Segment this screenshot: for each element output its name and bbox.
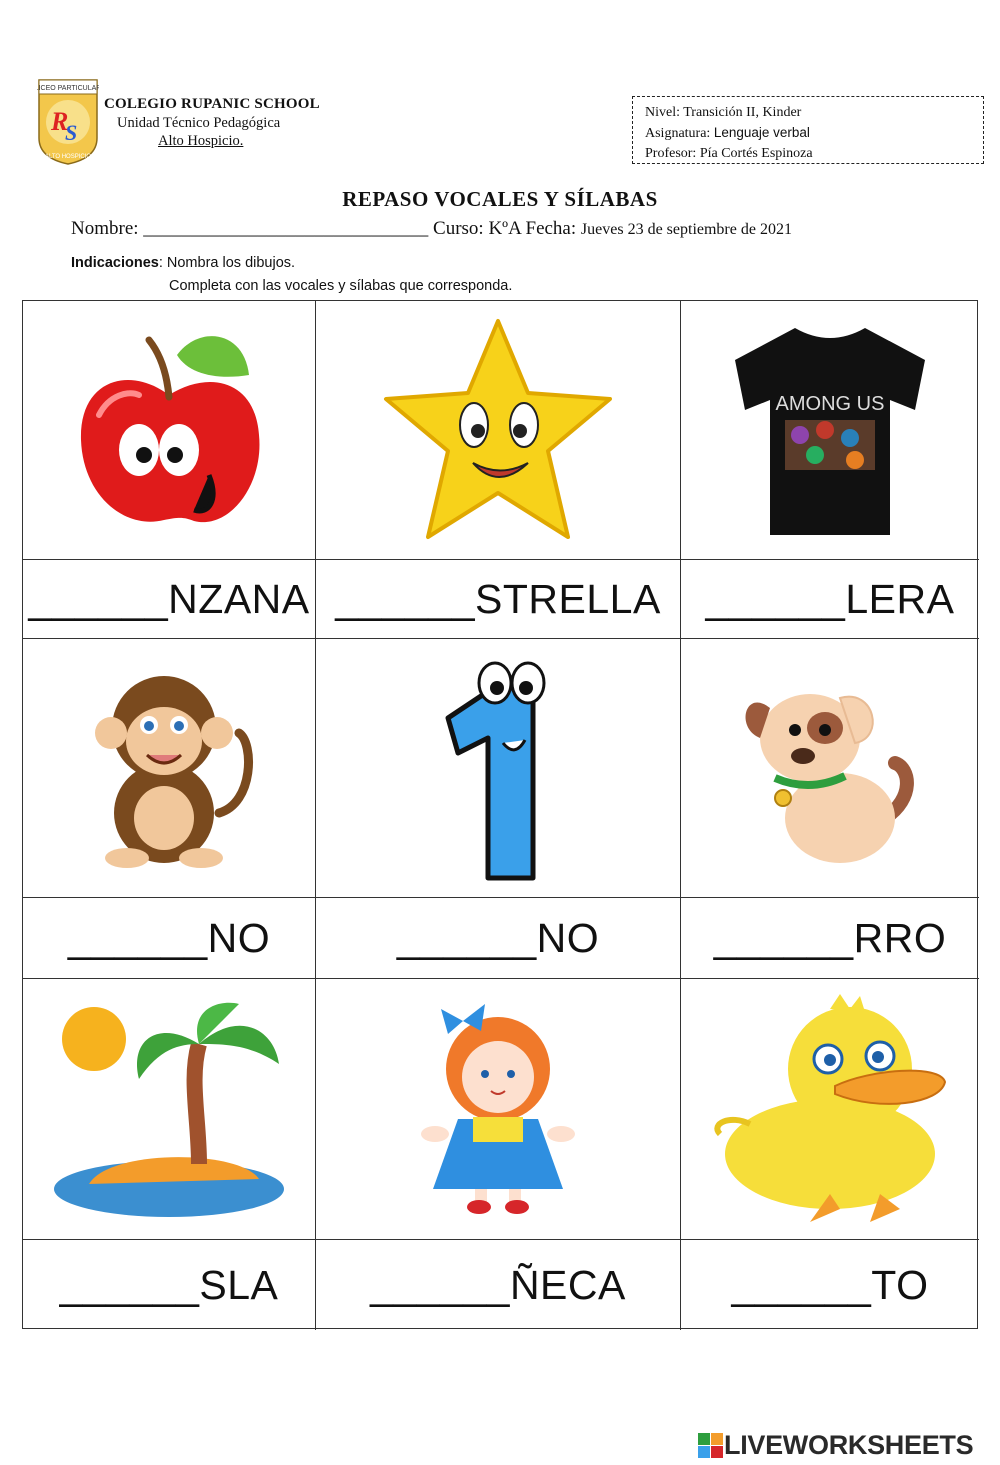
school-name: COLEGIO RUPANIC SCHOOL xyxy=(104,96,320,112)
picture-cell-dog xyxy=(681,639,979,898)
tshirt-icon xyxy=(725,320,935,540)
page-title: REPASO VOCALES Y SÍLABAS xyxy=(342,187,658,211)
word-cell-4: ______NO xyxy=(23,898,316,979)
worksheet-grid xyxy=(22,300,978,1329)
word-cell-3: ______LERA xyxy=(681,560,979,639)
word-cell-5: ______NO xyxy=(316,898,681,979)
word-cell-1: ______NZANA xyxy=(23,560,316,639)
course-info-box xyxy=(632,96,984,164)
school-block xyxy=(104,96,320,150)
instructions-line-1: Indicaciones: Nombra los dibujos. xyxy=(71,255,296,271)
doll-icon xyxy=(413,999,583,1219)
picture-cell-duck xyxy=(681,979,979,1240)
word-cell-6: ______RRO xyxy=(681,898,979,979)
word-cell-7: ______SLA xyxy=(23,1240,316,1330)
picture-cell-apple xyxy=(23,301,316,560)
picture-cell-island xyxy=(23,979,316,1240)
duck-icon xyxy=(710,994,950,1224)
word-cell-2: ______STRELLA xyxy=(316,560,681,639)
asignatura-line: Asignatura: Lenguaje verbal xyxy=(645,125,810,141)
asignatura-value: Lenguaje verbal xyxy=(713,125,810,140)
logo-top-text: LICEO PARTICULAR xyxy=(37,85,99,92)
instructions-line-2: Completa con las vocales y sílabas que corresponda. xyxy=(169,278,513,294)
picture-cell-doll xyxy=(316,979,681,1240)
picture-cell-tshirt xyxy=(681,301,979,560)
profesor-text: Profesor: Pía Cortés Espinoza xyxy=(645,146,813,161)
word-cell-8: ______ÑECA xyxy=(316,1240,681,1330)
logo-bottom-text: ALTO HOSPICIO xyxy=(44,154,92,160)
picture-cell-one xyxy=(316,639,681,898)
picture-cell-monkey xyxy=(23,639,316,898)
apple-icon xyxy=(69,325,269,535)
liveworksheets-brand xyxy=(698,1430,973,1461)
liveworksheets-logo-icon xyxy=(698,1433,724,1459)
student-form-line xyxy=(71,218,792,240)
school-city: Alto Hospicio. xyxy=(158,133,244,149)
tshirt-text: AMONG US xyxy=(775,393,885,415)
school-logo xyxy=(37,78,99,166)
monkey-icon xyxy=(79,663,259,873)
island-icon xyxy=(49,999,289,1219)
dog-icon xyxy=(735,668,925,868)
fecha-text: Jueves 23 de septiembre de 2021 xyxy=(580,221,792,238)
picture-cell-star xyxy=(316,301,681,560)
brand-text: LIVEWORKSHEETS xyxy=(724,1430,974,1460)
star-icon xyxy=(378,313,618,548)
nombre-curso-text: Nombre: ______________________________ Curso: KºA Fecha: xyxy=(71,218,581,239)
nivel-text: Nivel: Transición II, Kinder xyxy=(645,105,802,120)
school-unit: Unidad Técnico Pedagógica xyxy=(117,115,281,131)
svg-text:S: S xyxy=(65,120,78,145)
number-one-icon xyxy=(433,648,563,888)
word-cell-9: ______TO xyxy=(731,1261,929,1308)
svg-text:R: R xyxy=(51,107,69,136)
